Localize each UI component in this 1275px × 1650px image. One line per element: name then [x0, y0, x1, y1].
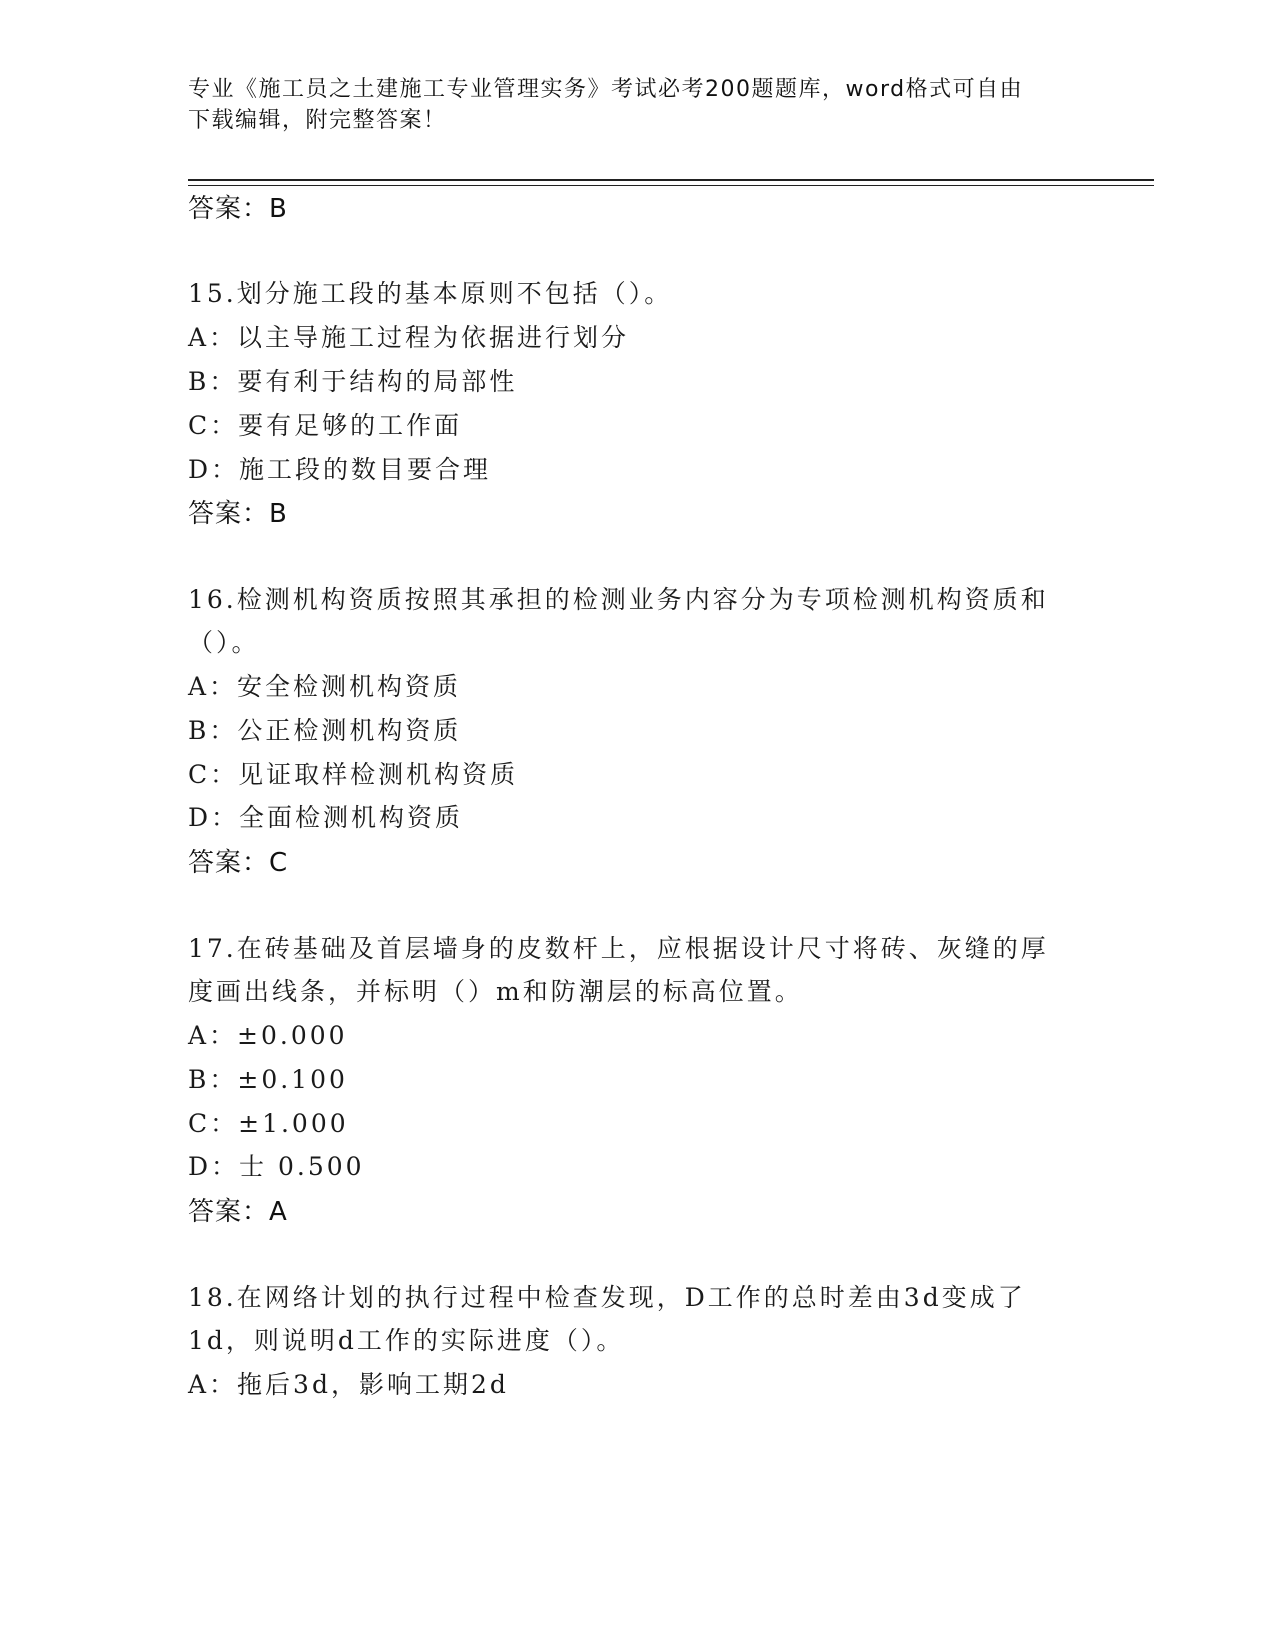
header-rule-thick	[188, 179, 1154, 181]
question-15-option-b: B：要有利于结构的局部性	[188, 367, 518, 396]
question-18-option-a: A：拖后3d，影响工期2d	[188, 1370, 509, 1399]
question-15-option-c: C：要有足够的工作面	[188, 411, 463, 440]
question-16-answer: 答案：C	[188, 848, 289, 878]
question-15-option-a: A：以主导施工过程为依据进行划分	[188, 323, 630, 352]
document-header	[188, 74, 1088, 136]
question-16-option-a: A：安全检测机构资质	[188, 672, 462, 701]
question-17-option-b: B：±0.100	[188, 1065, 348, 1094]
question-16-option-c: C：见证取样检测机构资质	[188, 760, 519, 789]
question-16-option-b: B：公正检测机构资质	[188, 716, 462, 745]
question-18-stem-line-1: 18.在网络计划的执行过程中检查发现，D工作的总时差由3d变成了	[188, 1283, 1026, 1312]
question-17-stem-line-2: 度画出线条，并标明（）m和防潮层的标高位置。	[188, 977, 803, 1006]
question-16-stem-line-1: 16.检测机构资质按照其承担的检测业务内容分为专项检测机构资质和	[188, 585, 1049, 614]
question-17-stem-line-1: 17.在砖基础及首层墙身的皮数杆上，应根据设计尺寸将砖、灰缝的厚	[188, 934, 1049, 963]
question-16-option-d: D：全面检测机构资质	[188, 803, 464, 832]
question-17-option-a: A：±0.000	[188, 1021, 348, 1050]
header-rule-thin	[188, 185, 1154, 186]
question-15-option-d: D：施工段的数目要合理	[188, 455, 492, 484]
question-15-stem: 15.划分施工段的基本原则不包括（）。	[188, 279, 673, 308]
question-15-answer: 答案：B	[188, 499, 288, 529]
question-18-stem-line-2: 1d，则说明d工作的实际进度（）。	[188, 1326, 625, 1355]
header-line-2: 下载编辑，附完整答案！	[188, 108, 447, 133]
header-line-1: 专业《施工员之土建施工专业管理实务》考试必考200题题库，word格式可自由	[188, 77, 1024, 102]
question-17-option-c: C：±1.000	[188, 1109, 349, 1138]
previous-answer: 答案：B	[188, 194, 288, 224]
question-17-answer: 答案：A	[188, 1197, 288, 1227]
question-16-stem-line-2: （）。	[188, 628, 260, 657]
question-17-option-d: D：士 0.500	[188, 1152, 365, 1181]
